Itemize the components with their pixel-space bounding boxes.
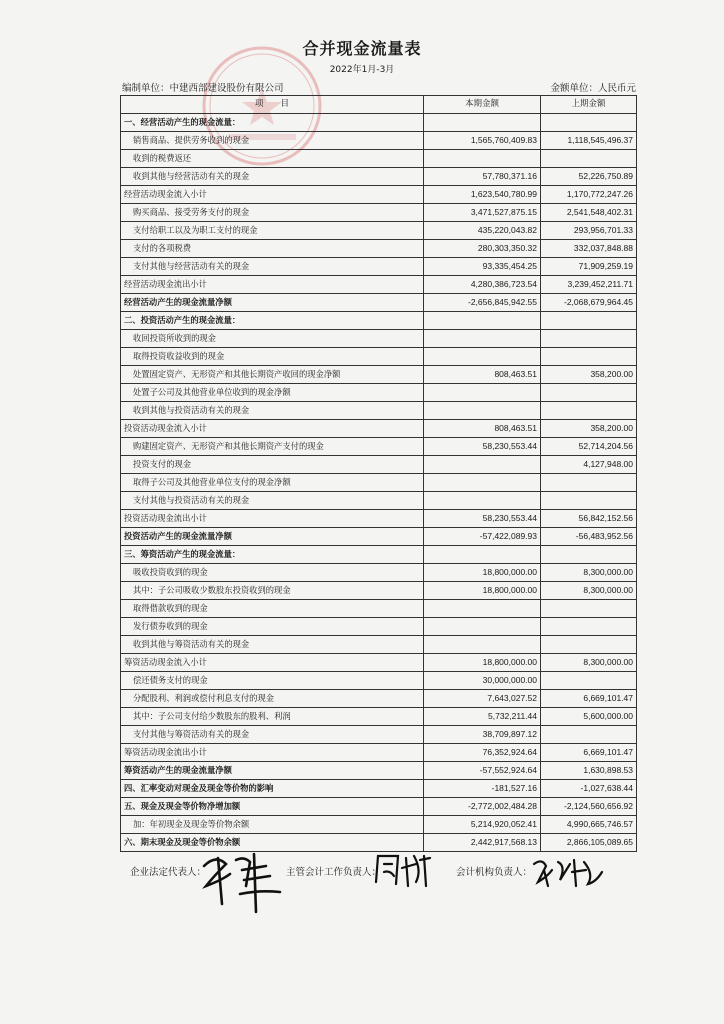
row-label: 处置子公司及其他营业单位收到的现金净额 (121, 384, 424, 402)
table-row (121, 132, 637, 150)
table-row (121, 204, 637, 222)
table-row (121, 312, 637, 330)
prior-amount (541, 726, 637, 744)
table-row (121, 330, 637, 348)
row-label: 取得投资收益收到的现金 (121, 348, 424, 366)
column-header-current: 本期金额 (424, 96, 541, 114)
row-label: 销售商品、提供劳务收到的现金 (121, 132, 424, 150)
prior-amount: 5,600,000.00 (541, 708, 637, 726)
row-label: 筹资活动产生的现金流量净额 (121, 762, 424, 780)
table-row (121, 294, 637, 312)
current-amount: 280,303,350.32 (424, 240, 541, 258)
prior-amount (541, 384, 637, 402)
current-amount: 5,732,211.44 (424, 708, 541, 726)
table-row (121, 816, 637, 834)
prior-amount (541, 348, 637, 366)
table-row (121, 384, 637, 402)
prior-amount: 3,239,452,211.71 (541, 276, 637, 294)
current-amount: 58,230,553.44 (424, 510, 541, 528)
current-amount: 18,800,000.00 (424, 564, 541, 582)
accounting-head-signature (530, 852, 606, 892)
row-label: 分配股利、利润或偿付利息支付的现金 (121, 690, 424, 708)
current-amount: 3,471,527,875.15 (424, 204, 541, 222)
current-amount (424, 636, 541, 654)
company-label: 编制单位：中建西部建设股份有限公司 (122, 83, 284, 94)
row-label: 其中：子公司吸收少数股东投资收到的现金 (121, 582, 424, 600)
row-label: 投资活动现金流入小计 (121, 420, 424, 438)
currency-unit-label: 金额单位：人民币元 (550, 83, 636, 94)
prior-amount: 8,300,000.00 (541, 582, 637, 600)
table-row (121, 762, 637, 780)
statement-title: 合并现金流量表 (302, 39, 422, 58)
current-amount: 30,000,000.00 (424, 672, 541, 690)
current-amount (424, 402, 541, 420)
row-label: 经营活动现金流出小计 (121, 276, 424, 294)
table-row (121, 798, 637, 816)
prior-amount (541, 546, 637, 564)
row-label: 收到其他与经营活动有关的现金 (121, 168, 424, 186)
table-row (121, 618, 637, 636)
prior-amount: 293,956,701.33 (541, 222, 637, 240)
row-label: 吸收投资收到的现金 (121, 564, 424, 582)
current-amount: -57,552,924.64 (424, 762, 541, 780)
prior-amount: -1,027,638.44 (541, 780, 637, 798)
current-amount: 18,800,000.00 (424, 654, 541, 672)
row-label: 支付给职工以及为职工支付的现金 (121, 222, 424, 240)
row-label: 二、投资活动产生的现金流量： (121, 312, 424, 330)
table-row (121, 708, 637, 726)
current-amount (424, 114, 541, 132)
prior-amount: 6,669,101.47 (541, 744, 637, 762)
prior-amount: 1,170,772,247.26 (541, 186, 637, 204)
prior-amount: -56,483,952.56 (541, 528, 637, 546)
current-amount: 18,800,000.00 (424, 582, 541, 600)
table-row (121, 582, 637, 600)
current-amount: 58,230,553.44 (424, 438, 541, 456)
current-amount: 4,280,386,723.54 (424, 276, 541, 294)
row-label: 支付其他与筹资活动有关的现金 (121, 726, 424, 744)
prior-amount (541, 402, 637, 420)
table-row (121, 114, 637, 132)
legal-rep-signature (196, 846, 292, 916)
table-row (121, 690, 637, 708)
current-amount (424, 546, 541, 564)
row-label: 支付其他与投资活动有关的现金 (121, 492, 424, 510)
table-row (121, 528, 637, 546)
current-amount (424, 330, 541, 348)
row-label: 处置固定资产、无形资产和其他长期资产收回的现金净额 (121, 366, 424, 384)
current-amount (424, 618, 541, 636)
table-header-row (121, 96, 637, 114)
row-label: 一、经营活动产生的现金流量： (121, 114, 424, 132)
row-label: 偿还债务支付的现金 (121, 672, 424, 690)
current-amount: 7,643,027.52 (424, 690, 541, 708)
current-amount (424, 600, 541, 618)
row-label: 投资支付的现金 (121, 456, 424, 474)
prior-amount: 2,866,105,089.65 (541, 834, 637, 852)
current-amount: 435,220,043.82 (424, 222, 541, 240)
table-row (121, 222, 637, 240)
prior-amount: 56,842,152.56 (541, 510, 637, 528)
row-label: 加：年初现金及现金等价物余额 (121, 816, 424, 834)
prior-amount: 71,909,259.19 (541, 258, 637, 276)
row-label: 发行债券收到的现金 (121, 618, 424, 636)
table-row (121, 438, 637, 456)
prior-amount: 358,200.00 (541, 420, 637, 438)
row-label: 投资活动现金流出小计 (121, 510, 424, 528)
row-label: 支付其他与经营活动有关的现金 (121, 258, 424, 276)
current-amount: 57,780,371.16 (424, 168, 541, 186)
column-header-item: 项 目 (121, 96, 424, 114)
row-label: 筹资活动现金流入小计 (121, 654, 424, 672)
prior-amount: 2,541,548,402.31 (541, 204, 637, 222)
table-row (121, 420, 637, 438)
current-amount (424, 474, 541, 492)
current-amount: -2,772,002,484.28 (424, 798, 541, 816)
row-label: 取得借款收到的现金 (121, 600, 424, 618)
prior-amount: 52,226,750.89 (541, 168, 637, 186)
table-row (121, 456, 637, 474)
prior-amount (541, 474, 637, 492)
row-label: 购买商品、接受劳务支付的现金 (121, 204, 424, 222)
prior-amount: 1,118,545,496.37 (541, 132, 637, 150)
current-amount: 2,442,917,568.13 (424, 834, 541, 852)
table-row (121, 366, 637, 384)
table-row (121, 402, 637, 420)
table-row (121, 726, 637, 744)
row-label: 收到其他与筹资活动有关的现金 (121, 636, 424, 654)
prior-amount (541, 150, 637, 168)
prior-amount (541, 492, 637, 510)
prior-amount: 4,127,948.00 (541, 456, 637, 474)
prior-amount: -2,124,560,656.92 (541, 798, 637, 816)
prior-amount (541, 618, 637, 636)
row-label: 收回投资所收到的现金 (121, 330, 424, 348)
prior-amount: 6,669,101.47 (541, 690, 637, 708)
current-amount (424, 348, 541, 366)
current-amount: 808,463.51 (424, 366, 541, 384)
table-row (121, 744, 637, 762)
table-row (121, 276, 637, 294)
prior-amount: 4,990,665,746.57 (541, 816, 637, 834)
prior-amount (541, 312, 637, 330)
row-label: 其中：子公司支付给少数股东的股利、利润 (121, 708, 424, 726)
current-amount (424, 384, 541, 402)
table-row (121, 510, 637, 528)
current-amount (424, 456, 541, 474)
table-row (121, 636, 637, 654)
row-label: 收到的税费返还 (121, 150, 424, 168)
current-amount: 5,214,920,052.41 (424, 816, 541, 834)
table-row (121, 546, 637, 564)
table-row (121, 654, 637, 672)
cash-flow-table (120, 95, 637, 852)
prior-amount: -2,068,679,964.45 (541, 294, 637, 312)
row-label: 五、现金及现金等价物净增加额 (121, 798, 424, 816)
row-label: 购建固定资产、无形资产和其他长期资产支付的现金 (121, 438, 424, 456)
prior-amount: 8,300,000.00 (541, 564, 637, 582)
table-row (121, 780, 637, 798)
row-label: 四、汇率变动对现金及现金等价物的影响 (121, 780, 424, 798)
current-amount: 76,352,924.64 (424, 744, 541, 762)
row-label: 收到其他与投资活动有关的现金 (121, 402, 424, 420)
current-amount: 1,623,540,780.99 (424, 186, 541, 204)
current-amount: 93,335,454.25 (424, 258, 541, 276)
row-label: 投资活动产生的现金流量净额 (121, 528, 424, 546)
row-label: 支付的各项税费 (121, 240, 424, 258)
table-row (121, 240, 637, 258)
prior-amount: 332,037,848.88 (541, 240, 637, 258)
current-amount: -181,527.16 (424, 780, 541, 798)
table-row (121, 672, 637, 690)
table-row (121, 150, 637, 168)
current-amount (424, 150, 541, 168)
current-amount: -2,656,845,942.55 (424, 294, 541, 312)
chief-accountant-label: 主管会计工作负责人： (286, 867, 382, 878)
prior-amount (541, 114, 637, 132)
table-row (121, 168, 637, 186)
prior-amount: 8,300,000.00 (541, 654, 637, 672)
table-row (121, 258, 637, 276)
table-row (121, 492, 637, 510)
accounting-head-label: 会计机构负责人： (456, 867, 533, 878)
legal-rep-label: 企业法定代表人： (130, 867, 207, 878)
prior-amount (541, 672, 637, 690)
current-amount: 808,463.51 (424, 420, 541, 438)
statement-period: 2022年1月-3月 (329, 65, 395, 75)
table-row (121, 564, 637, 582)
column-header-prior: 上期金额 (541, 96, 637, 114)
row-label: 经营活动现金流入小计 (121, 186, 424, 204)
prior-amount: 1,630,898.53 (541, 762, 637, 780)
table-row (121, 186, 637, 204)
prior-amount: 52,714,204.56 (541, 438, 637, 456)
current-amount: 1,565,760,409.83 (424, 132, 541, 150)
current-amount (424, 312, 541, 330)
table-body (121, 114, 637, 852)
table-row (121, 348, 637, 366)
row-label: 三、筹资活动产生的现金流量： (121, 546, 424, 564)
prior-amount (541, 636, 637, 654)
prior-amount (541, 330, 637, 348)
chief-accountant-signature (372, 850, 436, 890)
row-label: 经营活动产生的现金流量净额 (121, 294, 424, 312)
table-row (121, 600, 637, 618)
current-amount: -57,422,089.93 (424, 528, 541, 546)
current-amount (424, 492, 541, 510)
prior-amount (541, 600, 637, 618)
current-amount: 38,709,897.12 (424, 726, 541, 744)
row-label: 取得子公司及其他营业单位支付的现金净额 (121, 474, 424, 492)
prior-amount: 358,200.00 (541, 366, 637, 384)
row-label: 筹资活动现金流出小计 (121, 744, 424, 762)
table-row (121, 474, 637, 492)
row-label: 六、期末现金及现金等价物余额 (121, 834, 424, 852)
